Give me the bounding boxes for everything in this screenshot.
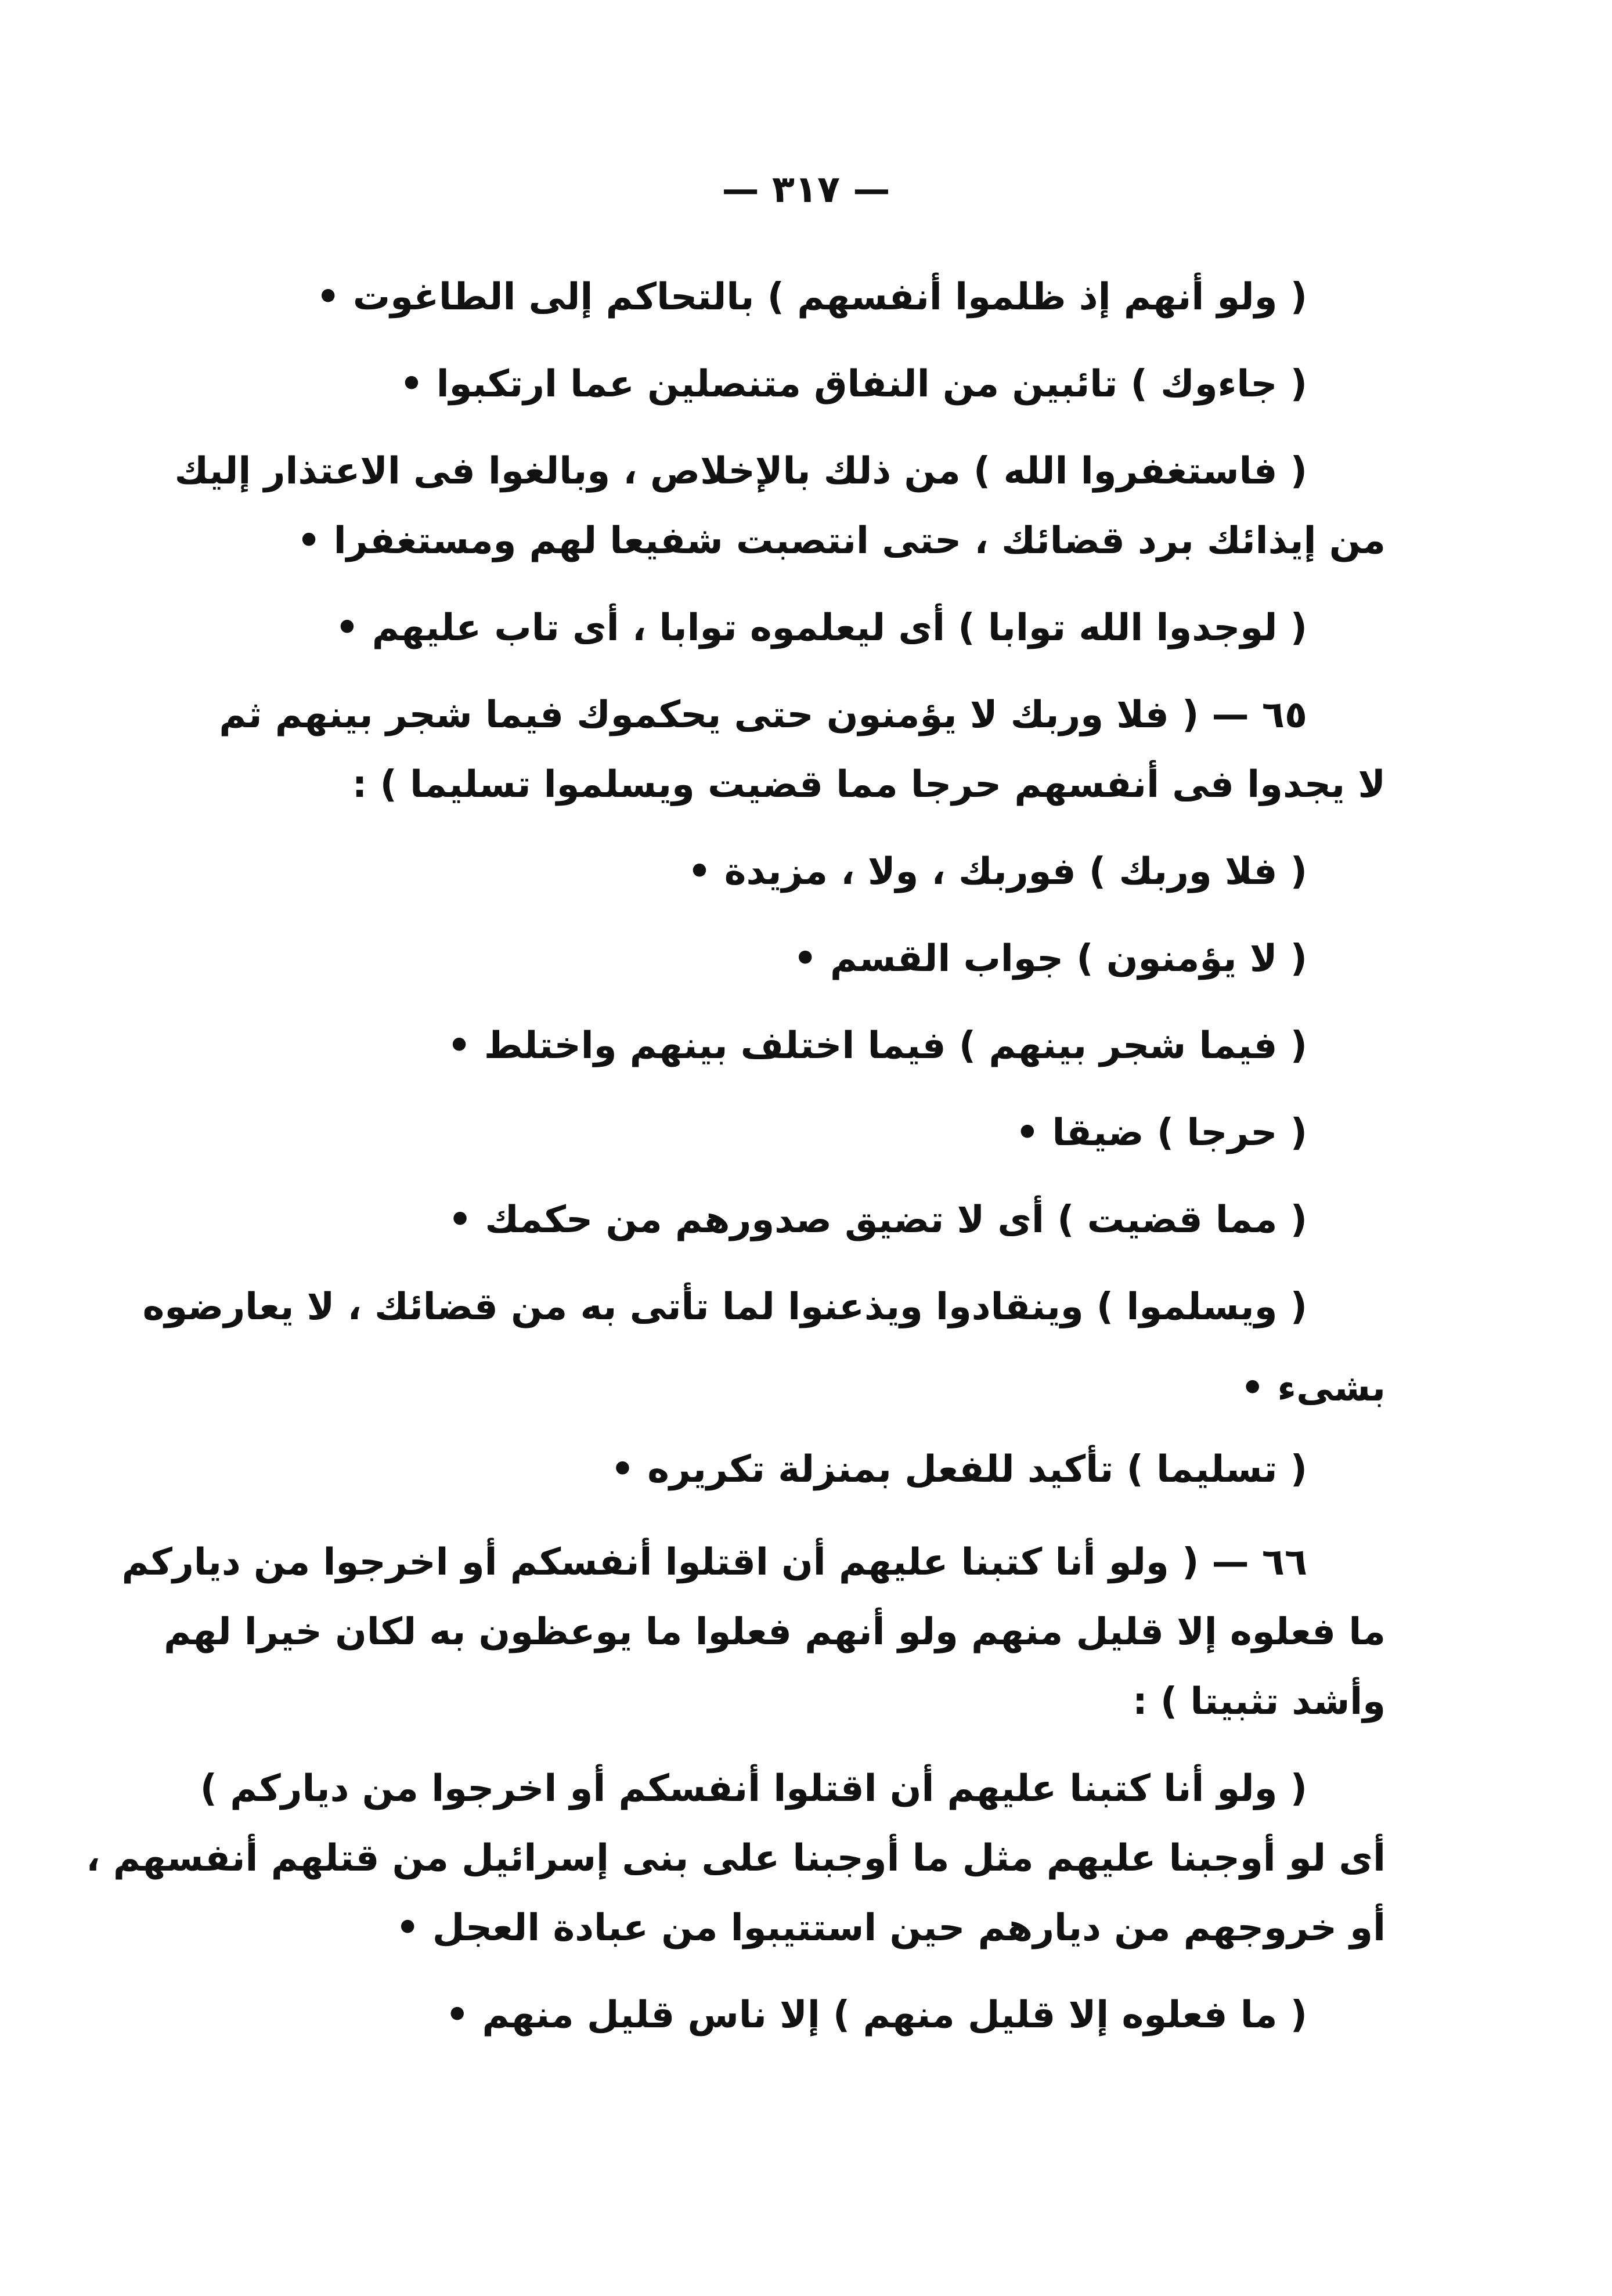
text-line: ( فلا وربك ) فوربك ، ولا ، مزيدة • xyxy=(687,850,1307,893)
text-line: ( مما قضيت ) أى لا تضيق صدورهم من حكمك • xyxy=(448,1198,1307,1241)
text-line: ( ولو أنهم إذ ظلموا أنفسهم ) بالتحاكم إلى الطاغوت • xyxy=(316,276,1307,319)
text-line: ( لا يؤمنون ) جواب القسم • xyxy=(793,937,1307,980)
text-line: أى لو أوجبنا عليهم مثل ما أوجبنا على بنى إسرائيل من قتلهم أنفسهم ، xyxy=(86,1837,1386,1880)
text-line: ( ويسلموا ) وينقادوا ويذعنوا لما تأتى به من قضائك ، لا يعارضوه xyxy=(142,1286,1307,1328)
text-line: ( ولو أنا كتبنا عليهم أن اقتلوا أنفسكم أو اخرجوا من دياركم ) xyxy=(200,1767,1307,1810)
text-line: ( حرجا ) ضيقا • xyxy=(1015,1111,1307,1154)
text-line: ( فيما شجر بينهم ) فيما اختلف بينهم واختلط • xyxy=(447,1024,1307,1067)
text-line: من إيذائك برد قضائك ، حتى انتصبت شفيعا لهم ومستغفرا • xyxy=(297,519,1386,562)
verse-line: ٦٥ — ( فلا وربك لا يؤمنون حتى يحكموك فيما شجر بينهم ثم xyxy=(219,694,1307,737)
page-number: — ٣١٧ — xyxy=(722,168,890,211)
verse-line: ما فعلوه إلا قليل منهم ولو أنهم فعلوا ما يوعظون به لكان خيرا لهم xyxy=(164,1611,1386,1654)
text-line: أو خروجهم من ديارهم حين استتيبوا من عبادة العجل • xyxy=(395,1907,1386,1950)
verse-line: ٦٦ — ( ولو أنا كتبنا عليهم أن اقتلوا أنفسكم أو اخرجوا من دياركم xyxy=(121,1541,1307,1584)
text-line: ( لوجدوا الله توابا ) أى ليعلموه توابا ، أى تاب عليهم • xyxy=(335,607,1307,649)
verse-line: وأشد تثبيتا ) : xyxy=(1133,1680,1386,1723)
verse-line: لا يجدوا فى أنفسهم حرجا مما قضيت ويسلموا تسليما ) : xyxy=(352,763,1386,806)
text-line: ( جاءوك ) تائبين من النفاق متنصلين عما ارتكبوا • xyxy=(399,363,1307,406)
text-line: ( ما فعلوه إلا قليل منهم ) إلا ناس قليل منهم • xyxy=(445,1994,1307,2037)
text-line: بشىء • xyxy=(1240,1367,1386,1410)
text-line: ( تسليما ) تأكيد للفعل بمنزلة تكريره • xyxy=(611,1448,1307,1491)
text-line: ( فاستغفروا الله ) من ذلك بالإخلاص ، وبالغوا فى الاعتذار إليك xyxy=(174,450,1307,493)
